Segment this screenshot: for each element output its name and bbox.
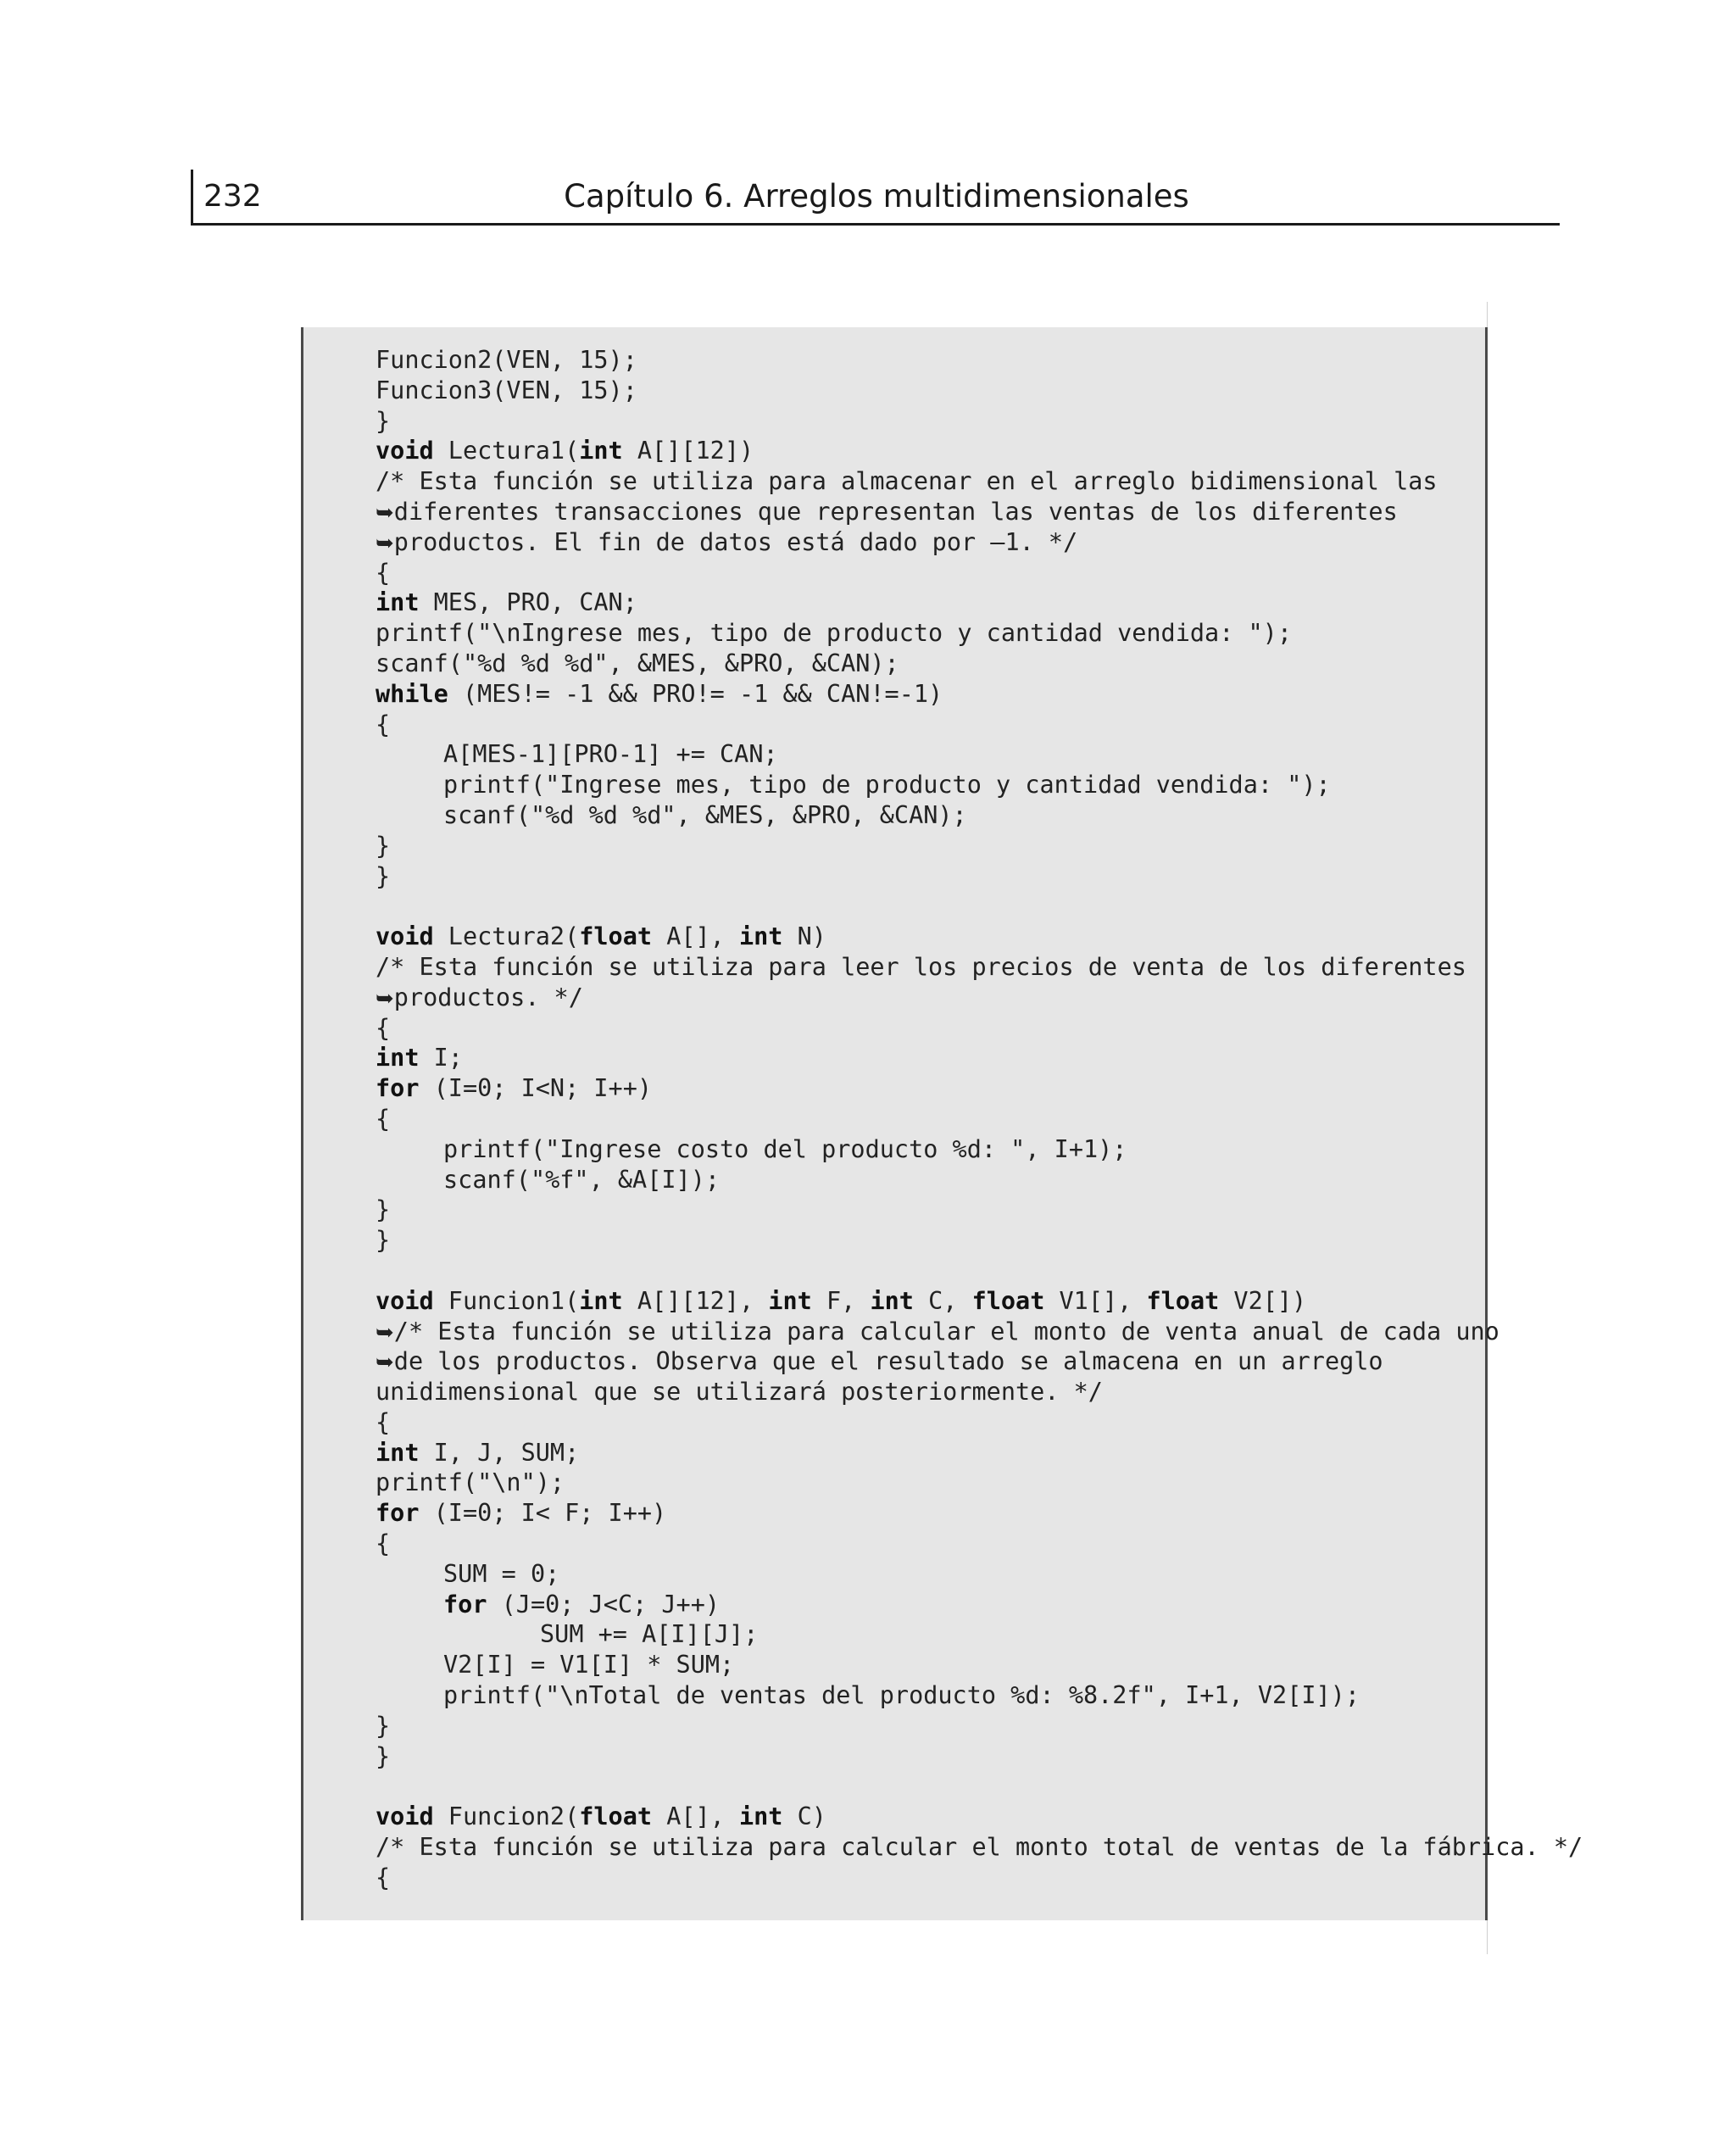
code-line: ➥diferentes transacciones que representan las ventas de los diferentes	[376, 497, 1398, 526]
code-line: {	[376, 710, 391, 738]
code-line: ➥productos. El fin de datos está dado por –1. */	[376, 527, 1078, 556]
code-line: void Lectura2(float A[], int N)	[376, 922, 826, 951]
code-line: /* Esta función se utiliza para almacenar en el arreglo bidimensional las	[376, 467, 1438, 496]
code-line: Funcion2(VEN, 15);	[376, 346, 637, 374]
code-line: int I;	[376, 1044, 463, 1072]
code-line: /* Esta función se utiliza para leer los precios de venta de los diferentes	[376, 952, 1466, 981]
line-continuation-icon: ➥	[376, 985, 394, 1011]
code-line: for (I=0; I<N; I++)	[376, 1074, 653, 1103]
code-line: printf("Ingrese costo del producto %d: ", I+1);	[443, 1134, 1127, 1163]
code-line: scanf("%f", &A[I]);	[443, 1165, 721, 1194]
chapter-title: Capítulo 6. Arreglos multidimensionales	[564, 178, 1189, 214]
code-line: ➥/* Esta función se utiliza para calcular el monto de venta anual de cada uno	[376, 1317, 1500, 1345]
code-line: scanf("%d %d %d", &MES, &PRO, &CAN);	[443, 800, 967, 829]
code-line: {	[376, 1104, 391, 1133]
code-line: int I, J, SUM;	[376, 1438, 580, 1467]
code-line: {	[376, 1407, 391, 1436]
code-line: void Funcion1(int A[][12], int F, int C, float V1[], float V2[])	[376, 1286, 1307, 1315]
code-line: {	[376, 1529, 391, 1558]
code-line: }	[376, 406, 391, 435]
code-line: }	[376, 1741, 391, 1770]
code-line: for (I=0; I< F; I++)	[376, 1499, 667, 1528]
code-line: printf("\nTotal de ventas del producto %d: %8.2f", I+1, V2[I]);	[443, 1681, 1360, 1710]
code-line: }	[376, 1195, 391, 1224]
code-line	[376, 1771, 1583, 1802]
code-line: Funcion3(VEN, 15);	[376, 376, 637, 404]
code-line: for (J=0; J<C; J++)	[443, 1590, 721, 1618]
code-line: SUM += A[I][J];	[540, 1620, 759, 1649]
code-line: printf("Ingrese mes, tipo de producto y cantidad vendida: ");	[443, 771, 1331, 799]
code-line: }	[376, 1711, 391, 1740]
code-line	[376, 1256, 1583, 1286]
code-line: A[MES-1][PRO-1] += CAN;	[443, 740, 778, 769]
code-line: }	[376, 1226, 391, 1255]
code-line: SUM = 0;	[443, 1559, 560, 1588]
code-line: {	[376, 1863, 391, 1891]
code-listing	[301, 327, 1583, 1920]
code-line: void Lectura1(int A[][12])	[376, 437, 754, 465]
code-line: ➥de los productos. Observa que el resultado se almacena en un arreglo	[376, 1347, 1383, 1376]
code-line: V2[I] = V1[I] * SUM;	[443, 1651, 735, 1680]
code-line: scanf("%d %d %d", &MES, &PRO, &CAN);	[376, 649, 899, 677]
code-line: int MES, PRO, CAN;	[376, 588, 637, 617]
line-continuation-icon: ➥	[376, 1319, 394, 1345]
code-line: {	[376, 1013, 391, 1042]
line-continuation-icon: ➥	[376, 530, 394, 556]
code-line	[376, 891, 1583, 922]
code-line: }	[376, 861, 391, 890]
code-line: printf("\nIngrese mes, tipo de producto y cantidad vendida: ");	[376, 619, 1292, 648]
page-number: 232	[203, 179, 262, 214]
line-continuation-icon: ➥	[376, 499, 394, 526]
code-line: /* Esta función se utiliza para calcular el monto total de ventas de la fábrica. */	[376, 1833, 1583, 1862]
page-header	[191, 170, 1560, 226]
code-line: printf("\n");	[376, 1468, 565, 1497]
line-continuation-icon: ➥	[376, 1350, 394, 1376]
code-line: void Funcion2(float A[], int C)	[376, 1802, 826, 1831]
code-line: ➥productos. */	[376, 983, 583, 1011]
code-line: while (MES!= -1 && PRO!= -1 && CAN!=-1)	[376, 679, 943, 708]
code-line: {	[376, 558, 391, 587]
code-line: unidimensional que se utilizará posteriormente. */	[376, 1378, 1103, 1407]
code-block	[376, 345, 1583, 1893]
code-line: }	[376, 831, 391, 860]
